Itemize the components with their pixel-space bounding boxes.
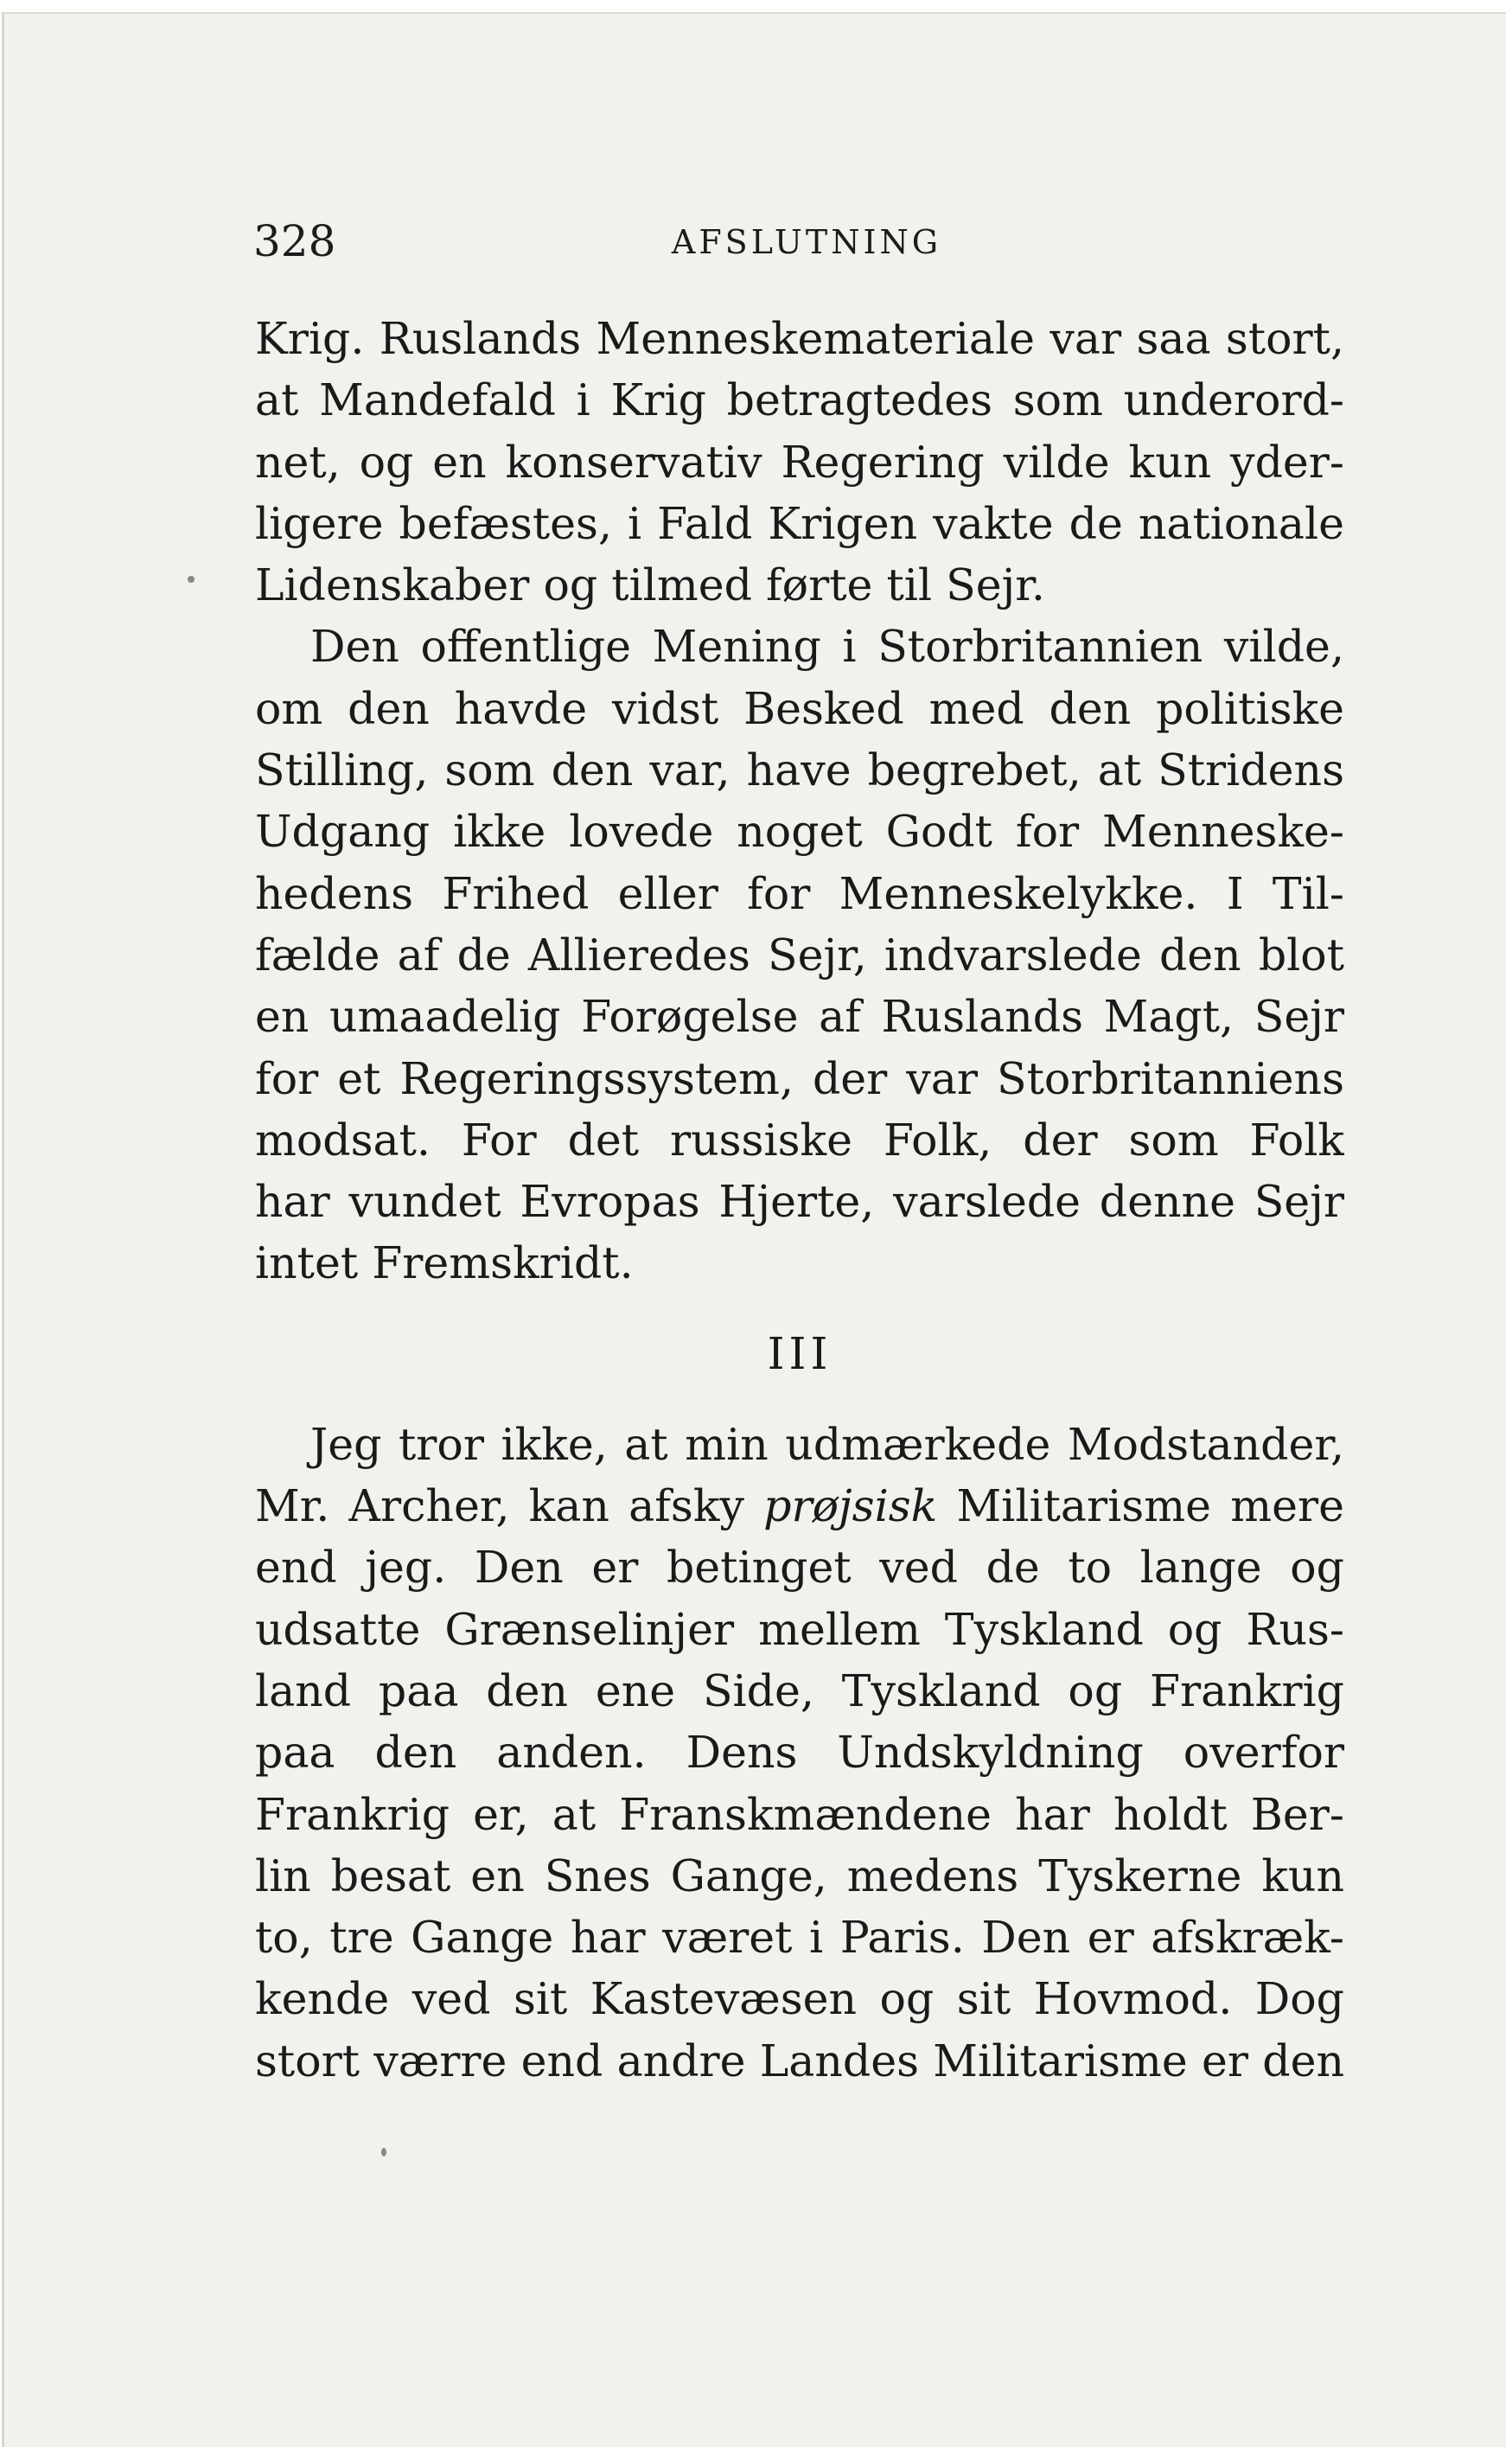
speck-mark: [188, 576, 195, 583]
text-line: Frankrig er, at Franskmændene har holdt Ber-: [255, 1788, 1344, 1840]
text-line: paa den anden. Dens Undskyldning overfor: [255, 1727, 1344, 1779]
text-line: at Mandefald i Krig betragtedes som underord-: [255, 374, 1344, 426]
text-line: Stilling, som den var, have begrebet, at Stridens: [255, 744, 1344, 796]
italic-term: prøjsisk: [763, 1480, 938, 1532]
text-line: Lidenskaber og tilmed førte til Sejr.: [255, 559, 1045, 611]
paragraph-3: [255, 1414, 1344, 2092]
page-header: [253, 216, 1360, 268]
text-line: intet Fremskridt.: [255, 1237, 634, 1289]
paragraph-2: [255, 616, 1344, 1294]
running-head: AFSLUTNING: [671, 223, 942, 261]
text-line: stort værre end andre Landes Militarisme er den: [255, 2035, 1344, 2086]
text-line: net, og en konservativ Regering vilde kun yder-: [255, 436, 1344, 488]
text-line: ligere befæstes, i Fald Krigen vakte de nationale: [255, 497, 1344, 549]
page-number: 328: [253, 216, 336, 266]
text-span: Militarisme mere: [937, 1480, 1344, 1532]
text-line: to, tre Gange har været i Paris. Den er afskræk-: [255, 1912, 1344, 1964]
text-line: Udgang ikke lovede noget Godt for Menneske-: [255, 806, 1344, 858]
book-page: [2, 12, 1506, 2447]
section-heading: III: [767, 1327, 833, 1379]
text-line: Krig. Ruslands Menneskemateriale var saa stort,: [255, 313, 1344, 364]
text-line: modsat. For det russiske Folk, der som Folk: [255, 1114, 1344, 1166]
body-text: [255, 308, 1344, 2092]
text-line: Den offentlige Mening i Storbritannien vilde,: [310, 621, 1344, 673]
text-line: for et Regeringssystem, der var Storbritanniens: [255, 1052, 1344, 1104]
text-line: en umaadelig Forøgelse af Ruslands Magt, Sejr: [255, 991, 1344, 1043]
text-line: hedens Frihed eller for Menneskelykke. I Til-: [255, 867, 1344, 919]
speck-mark: [381, 2148, 386, 2156]
text-line: lin besat en Snes Gange, medens Tyskerne kun: [255, 1850, 1344, 1901]
text-line: Jeg tror ikke, at min udmærkede Modstander,: [310, 1418, 1344, 1470]
text-line: om den havde vidst Besked med den politiske: [255, 682, 1344, 734]
paragraph-1: [255, 308, 1344, 616]
text-line: land paa den ene Side, Tyskland og Frankrig: [255, 1664, 1344, 1716]
text-line: kende ved sit Kastevæsen og sit Hovmod. Dog: [255, 1973, 1344, 2025]
text-span: Mr. Archer, kan afsky: [255, 1480, 764, 1532]
text-line: [255, 1475, 1344, 1537]
text-line: har vundet Evropas Hjerte, varslede denne Sejr: [255, 1176, 1344, 1228]
text-line: udsatte Grænselinjer mellem Tyskland og Rus-: [255, 1603, 1344, 1655]
text-line: fælde af de Allieredes Sejr, indvarslede den blot: [255, 929, 1344, 981]
text-line: end jeg. Den er betinget ved de to lange og: [255, 1542, 1344, 1594]
